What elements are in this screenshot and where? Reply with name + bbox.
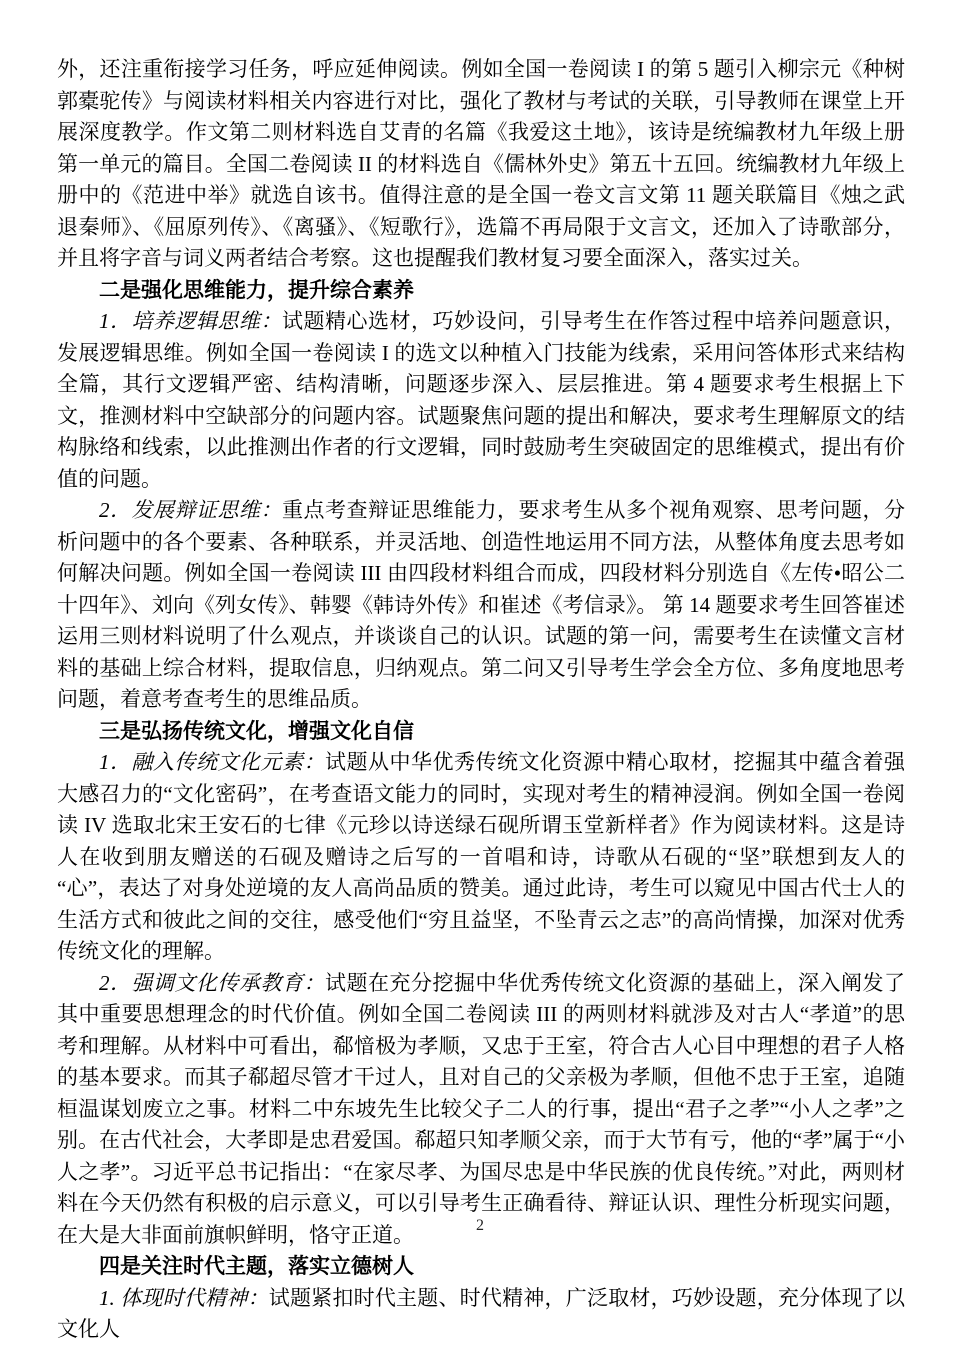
paragraph-text: 外，还注重衔接学习任务，呼应延伸阅读。例如全国一卷阅读 I 的第 5 题引入柳宗元《种树郭橐驼传》与阅读材料相关内容进行对比，强化了教材与考试的关联，引导教师在课堂上开展深度教学。作文第二则材料选自艾青的名篇《我爱这土地》，该诗是统编教材九年级上册第一单元的篇目。全国二卷阅读 II 的材料选自《儒林外史》第五十五回。统编教材九年级上册中的《范进中举》就选自该书。值得注意的是全国一卷文言文第 11 题关联篇目《烛之武退秦师》、《屈原列传》、《离骚》、《短歌行》，选篇不再局限于文言文，还加入了诗歌部分，并且将字音与词义两者结合考察。这也提醒我们教材复习要全面深入，落实过关。 — [57, 57, 905, 270]
page-footer — [0, 1215, 960, 1237]
paragraph-lead: 1. 体现时代精神： — [99, 1285, 269, 1310]
body-paragraph — [57, 747, 905, 968]
paragraph-lead: 1．培养逻辑思维： — [99, 309, 282, 333]
body-paragraph — [57, 54, 905, 275]
page-number: 2 — [476, 1217, 484, 1234]
body-paragraph — [57, 306, 905, 495]
paragraph-text: 试题精心选材，巧妙设问，引导考生在作答过程中培养问题意识，发展逻辑思维。例如全国一卷阅读 I 的选文以种植入门技能为线索，采用问答体形式来结构全篇，其行文逻辑严密、结构清晰，问题逐步深入、层层推进。第 4 题要求考生根据上下文，推测材料中空缺部分的问题内容。试题聚焦问题的提出和解决，要求考生理解原文的结构脉络和线索，以此推测出作者的行文逻辑，同时鼓励考生突破固定的思维模式，提出有价值的问题。 — [57, 309, 905, 491]
paragraph-text: 试题从中华优秀传统文化资源中精心取材，挖掘其中蕴含着强大感召力的“文化密码”，在考查语文能力的同时，实现对考生的精神浸润。例如全国一卷阅读 IV 选取北宋王安石的七律《元珍以诗送绿石砚所谓玉堂新样者》作为阅读材料。这是诗人在收到朋友赠送的石砚及赠诗之后写的一首唱和诗，诗歌从石砚的“坚”联想到友人的“心”，表达了对身处逆境的友人高尚品质的赞美。通过此诗，考生可以窥见中国古代士人的生活方式和彼此之间的交往，感受他们“穷且益坚，不坠青云之志”的高尚情操，加深对优秀传统文化的理解。 — [57, 750, 905, 963]
section-heading: 四是关注时代主题，落实立德树人 — [99, 1255, 414, 1278]
paragraph-text: 重点考查辩证思维能力，要求考生从多个视角观察、思考问题，分析问题中的各个要素、各种联系，并灵活地、创造性地运用不同方法，从整体角度去思考如何解决问题。例如全国一卷阅读 III 由四段材料组合而成，四段材料分别选自《左传•昭公二十四年》、刘向《列女传》、韩婴《韩诗外传》和崔述《考信录》。 第 14 题要求考生回答崔述运用三则材料说明了什么观点，并谈谈自己的认识。试题的第一问，需要考生在读懂文言材料的基础上综合材料，提取信息，归纳观点。第二问又引导考生学会全方位、多角度地思考问题，着意考查考生的思维品质。 — [57, 498, 905, 711]
paragraph-lead: 1．融入传统文化元素： — [99, 750, 325, 774]
body-paragraph — [57, 495, 905, 716]
body-paragraph — [57, 968, 905, 1252]
paragraph-lead: 2．发展辩证思维： — [99, 498, 282, 522]
body-paragraph — [57, 1283, 905, 1346]
section-heading: 二是强化思维能力，提升综合素养 — [99, 278, 414, 302]
paragraph-text: 试题紧扣时代主题、时代精神，广泛取材，巧妙设题，充分体现了以文化人 — [57, 1285, 906, 1341]
paragraph-lead: 2．强调文化传承教育： — [99, 970, 325, 995]
paragraph-text: 试题在充分挖掘中华优秀传统文化资源的基础上，深入阐发了其中重要思想理念的时代价值。例如全国二卷阅读 III 的两则材料就涉及对古人“孝道”的思考和理解。从材料中可看出，郗愔极为孝顺，又忠于王室，符合古人心目中理想的君子人格的基本要求。而其子郗超尽管才干过人，且对自己的父亲极为孝顺，但他不忠于王室，追随桓温谋划废立之事。材料二中东坡先生比较父子二人的行事，提出“君子之孝”“小人之孝”之别。在古代社会，大孝即是忠君爱国。郗超只知孝顺父亲，而于大节有亏，他的“孝”属于“小人之孝”。习近平总书记指出：“在家尽孝、为国尽忠是中华民族的优良传统。”对此，两则材料在今天仍然有积极的启示意义，可以引导考生正确看待、辩证认识、理性分析现实问题，在大是大非面前旗帜鲜明，恪守正道。 — [57, 970, 905, 1247]
document-body — [57, 54, 905, 1346]
section-heading: 三是弘扬传统文化，增强文化自信 — [99, 719, 414, 743]
